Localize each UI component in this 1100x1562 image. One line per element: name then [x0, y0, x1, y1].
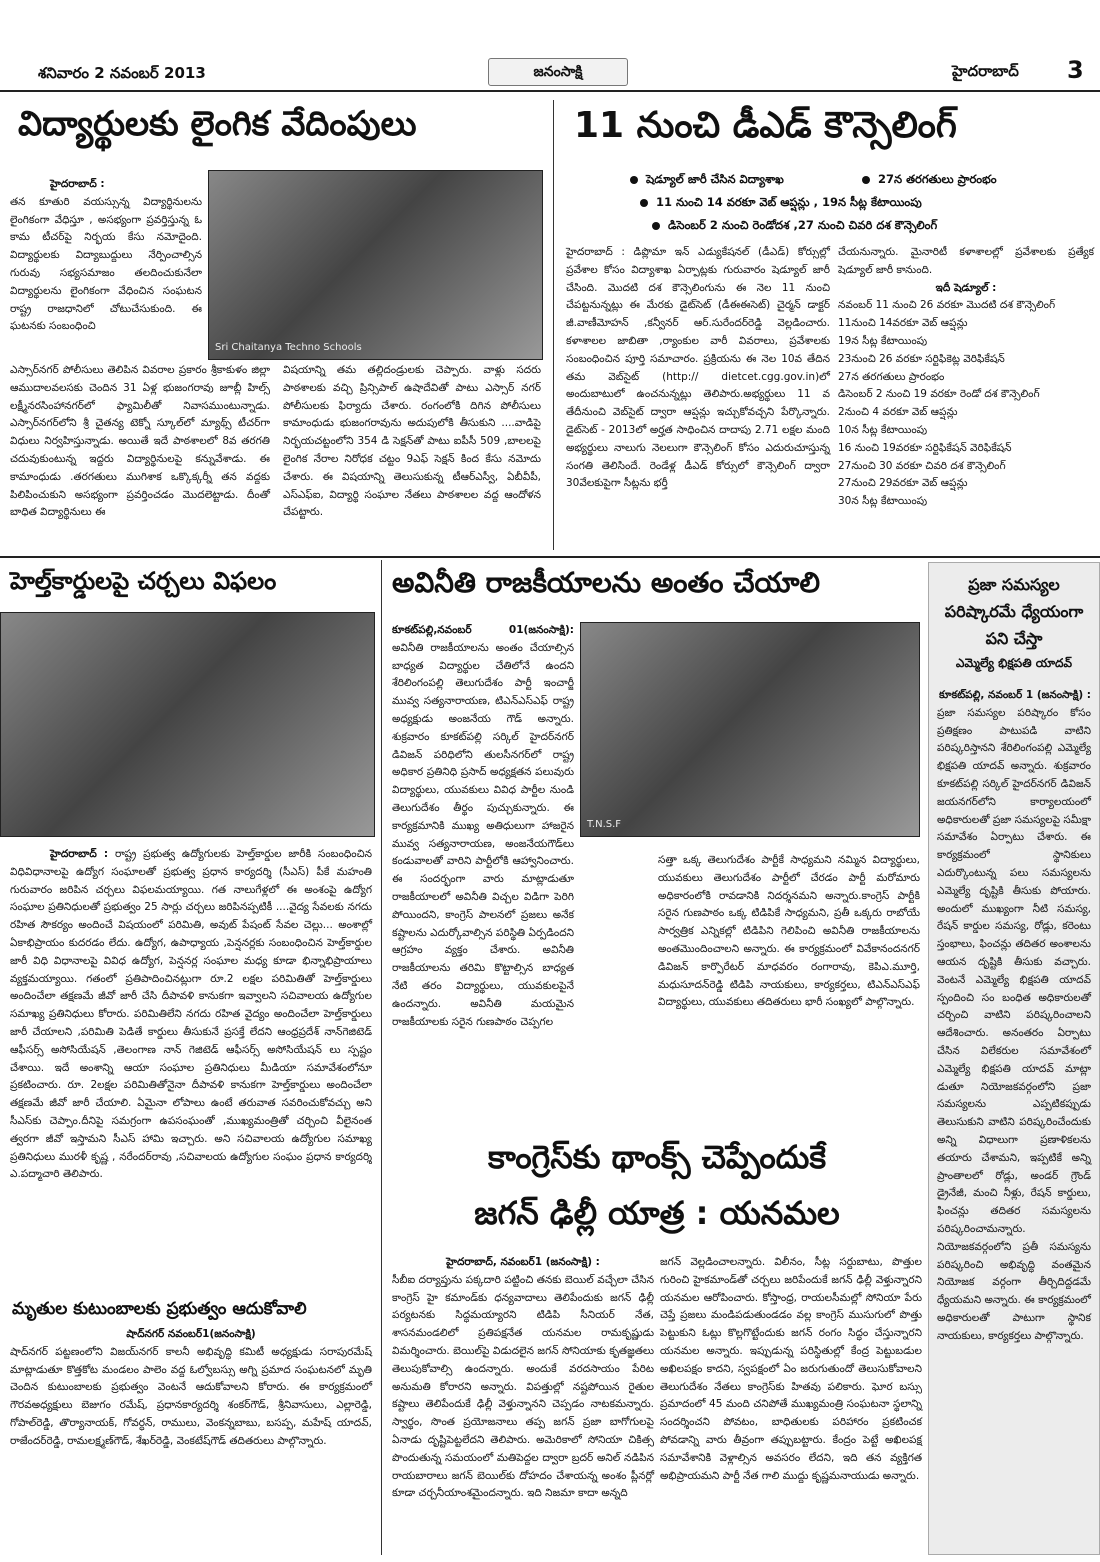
story6-headline-line1: కాంగ్రెస్‌కు థాంక్స్ చెప్పేందుకే: [487, 1138, 827, 1176]
story1-photo-caption: Sri Chaitanya Techno Schools: [215, 342, 362, 353]
column-divider: [381, 560, 382, 1555]
story7-body-text: ప్రజా సమస్యల పరిష్కారం కోసం ప్రతిక్షణం పాటుపడి వాటిని పరిష్కరిస్తానని శేరిలింగంపల్లి ఎమ్మెల్యే భిక్షపతి యాదవ్ అన్నారు. శుక్రవారం కూకట్‌పల్లి సర్కిల్ హైదర్‌నగర్ డివిజన్ జయనగర్‌లోని కార్యాలయంలో అధికారులతో ప్రజా సమస్యలపై సమీక్షా సమావేశం ఏర్పాటు చేశారు. ఈ కార్యక్రమంలో స్థానికులు ఎదుర్కొంటున్న పలు సమస్యలను ఎమ్మెల్యే దృష్టికి తీసుకు పోయారు. అందులో ముఖ్యంగా నీటి సమస్య, రేషన్ కార్డుల సమస్య, రోడ్లు, కరెంటు స్తంభాలు, ఫించన్లు తదితర అంశాలను ఆయన దృష్టికి తీసుకు వచ్చారు. వెంటనే ఎమ్మెల్యే భిక్షపతి యాదవ్ స్పందించి సం బంధిత అధికారులతో చర్చించి వాటిని పరిష్కరించాలని ఆదేశించారు. అనంతరం ఏర్పాటు చేసిన విలేకరుల సమావేశంలో ఎమ్మెల్యే భిక్షపతి యాదవ్ మాట్లా డుతూ నియోజకవర్గంలోని ప్రజా సమస్యలను ఎప్పటికప్పుడు తెలుసుకుని వాటిని పరిష్కరించేందుకు అన్ని విధాలుగా ప్రణాళికలను తయారు చేశామని, ఇప్పటికే అన్ని ప్రాంతాలలో రోడ్లు, అండర్ గ్రౌండ్ డ్రైనేజీ, మంచి నీళ్లు, రేషన్ కార్డులు, ఫించన్లు తదితర సమస్యలను పరిష్కరించామన్నారు. నియోజకవర్గంలోని ప్రతీ సమస్యను పరిష్కరించి అభివృద్ధి వంతమైన నియోజక వర్గంగా తీర్చిదిద్దడమే ధ్యేయమని అన్నారు. ఈ కార్యక్రమంలో అధికారులతో పాటుగా స్థానిక నాయకులు, కార్యకర్తలు పాల్గొన్నారు.: [937, 706, 1091, 1342]
schedule-item: 11నుంచి 14వరకూ వెబ్ ఆప్షన్లు: [838, 317, 968, 330]
schedule-item: 19న సీట్ల కేటాయింపు: [838, 334, 928, 347]
story4-dateline: షాద్‌నగర్ నవంబర్1(జనంసాక్షి): [126, 1328, 256, 1340]
story6-col1: [392, 1254, 654, 1550]
story6-col1-text: సీబీఐ దర్యాప్తును పక్కదారి పట్టించి తనకు బెయిల్ వచ్చేలా చేసిన కాంగ్రెస్ హై కమాండ్‌కు ధన్యవాదాలు తెలిపేందుకు జగన్ ఢిల్లీ పర్యటనకు సిద్ధమయ్యారని టిడిపి సీనియర్ నేత, శాసనమండలిలో ప్రతిపక్షనేత యనమల రామకృష్ణుడు విమర్శించారు. బెయిల్‌పై విడుదలైన జగన్ సోనియాకు కృతజ్ఞతలు తెలుపుకోవాల్సి ఉందన్నారు. అందుకే వరదసాయం పేరిట అనుమతి కోరారని అన్నారు. విపత్తుల్లో నష్టపోయిన రైతుల కష్టాలు తెలిపేందుకే ఢిల్లీ వెళ్తున్నానని చెప్పడం నాటకమన్నారు. స్వార్థం, సొంత ప్రయోజనాలు తప్ప జగన్ ప్రజా బాగోగులపై ఏనాడు దృష్టిపెట్టలేదని తెలిపారు. అమెరికాలో సోనియా చికిత్స పొందుతున్న సమయంలో మతిపెద్దల ద్వారా బ్రదర్ అనిల్ నడిపిన రాయబారాలు జగన్ బెయిల్‌కు దోహదం చేశాయన్న అంశం ప్లీనర్లో కూడా చర్చనీయాంశమైందన్నారు. ఇది నిజమా కాదా అన్నది: [392, 1273, 654, 1500]
story5-col1: [392, 622, 574, 1028]
schedule-title: ఇదీ షెడ్యూల్ :: [935, 281, 997, 294]
schedule-item: డిసెంబర్ 2 నుంచి 19 వరకూ రెండో దశ కౌన్సెలింగ్: [838, 388, 1040, 401]
story5-photo-caption: T.N.S.F: [587, 819, 622, 830]
story6-dateline: హైదరాబాద్, నవంబర్1 (జనంసాక్షి) :: [446, 1256, 600, 1268]
schedule-item: 27నుంచి 29వరకూ వెబ్ ఆప్షన్లు: [838, 477, 968, 490]
story2-headline: 11 నుంచి డీఎడ్ కౌన్సెలింగ్: [574, 105, 957, 146]
story7-headline: ప్రజా సమస్యల పరిష్కారమే ధ్యేయంగా పని చేస్తా: [944, 575, 1084, 648]
story1-col2: [10, 362, 270, 544]
story2-bullet: 27న తరగతులు ప్రారంభం: [862, 168, 997, 190]
story7-body: [929, 673, 1099, 1553]
schedule-item: 16 నుంచి 19వరకూ సర్టిఫికేషన్ వెరిఫికేషన్: [838, 441, 1012, 454]
schedule-item: 30న సీట్ల కేటాయింపు: [838, 495, 928, 508]
story5-col1-text: అవినీతి రాజకీయాలను అంతం చేయాల్సిన బాధ్యత విద్యార్థుల చేతిలోనే ఉందని శేరిలింగంపల్లి తెలుగుదేశం పార్టీ ఇంచార్జీ మువ్వ సత్యనారాయణ, టిఎన్ఎస్ఎఫ్ రాష్ట్ర అధ్యక్షుడు అంజనేయ గౌడ్ అన్నారు. శుక్రవారం కూకట్‌పల్లి సర్కిల్ హైదర్‌నగర్ డివిజన్ పరిధిలోని తులసీనగర్‌లో రాష్ట్ర అధికార ప్రతినిధి ప్రసాద్ అధ్యక్షతన పలువురు విద్యార్థులు, యువకులు వివిధ పార్టీల నుండి తెలుగుదేశం తీర్థం పుచ్చుకున్నారు. ఈ కార్యక్రమానికి ముఖ్య అతిధులుగా హాజరైన మువ్వ సత్యనారాయణ, అంజనేయగౌడ్‌లు కండువాలతో వారిని పార్టీలోకి ఆహ్వానించారు. ఈ సందర్భంగా వారు మాట్లాడుతూ రాజకీయాలలో అవినీతి విచ్చల విడిగా పెరిగి పోయిందని, కాంగ్రెస్ పాలనలో ప్రజలు అనేక కష్టాలను ఎదుర్కోవాల్సిన పరిస్థితి ఏర్పడిందని ఆగ్రహం వ్యక్తం చేశారు. అవినీతి రాజకీయాలను తరిమి కొట్టాల్సిన బాధ్యత నేటి తరం విద్యార్థులు, యువకులపైనే ఉందన్నారు. అవినీతి మయమైన రాజకీయాలకు సరైన గుణపాఠం చెప్పగల: [392, 641, 574, 1028]
story4-body: [10, 1326, 372, 1546]
story1-headline: విద్యార్థులకు లైంగిక వేదింపులు: [18, 104, 417, 144]
story1-dateline: హైదరాబాద్ :: [50, 178, 105, 190]
story4-body-text: షాద్‌నగర్ పట్టణంలోని విజయ్‌నగర్ కాలనీ అభివృద్ధి కమిటీ అధ్యక్షుడు సరాపురమేష్ మాట్లాడుతూ కొత్తకోట మండలం పాలెం వద్ద ఓల్వోబస్సు అగ్ని ప్రమాద సంఘటనలో మృతి చెందిన కుటుంబాలకు ప్రభుత్వం వెంటనే ఆదుకోవాలని కోరారు. ఈ కార్యక్రమంలో గౌరవఅధ్యక్షులు బెజుగం రమేష్, ప్రధానకార్యదర్శి శంకర్‌గౌడ్, శ్రీనివాసులు, ఎల్లారెడ్డి, గోపాల్‌రెడ్డి, తొర్యానాయక్, గోవర్ధన్, రాములు, వెంకన్నబాబు, బసప్ప, మహేష్ యాదవ్, రాజేందర్‌రెడ్డి, రామలక్ష్మణ్‌గౌడ్, శేఖర్‌రెడ్డి, వెంకటేష్‌గౌడ్ తదితరులు పాల్గొన్నారు.: [10, 1345, 372, 1447]
schedule-list: [838, 297, 1094, 511]
story2-bullet: 11 నుంచి 14 వరకూ వెబ్ ఆప్షన్లు , 19న సీట్ల కేటాయింపు: [640, 191, 922, 213]
story6-col2: [660, 1254, 922, 1550]
story3-photo: [0, 612, 375, 837]
newspaper-logo: జనంసాక్షి: [488, 58, 628, 86]
bullet-icon: [652, 222, 660, 230]
story2-col2-intro: చేయనున్నారు. మైనారిటీ కళాశాలల్లో ప్రవేశాలకు ప్రత్యేక షెడ్యూల్ జారీ కానుంది.: [838, 246, 1094, 276]
bullet-icon: [862, 176, 870, 184]
story4-headline: మృతుల కుటుంబాలకు ప్రభుత్వం ఆదుకోవాలి: [12, 1299, 307, 1319]
story2-bullet: డిసెంబర్ 2 నుంచి రెండోదశ ,27 నుంచి చివరి దశ కౌన్సెలింగ్: [652, 214, 937, 236]
story5-dateline: కూకట్‌పల్లి,నవంబర్ 01(జనంసాక్షి):: [392, 624, 574, 636]
story1-col1-text: తన కూతురి వయస్సున్న విద్యార్థినులను లైంగికంగా వేధిస్తూ , అసభ్యంగా ప్రవర్తిస్తున్న ఓ కామ టీచర్‌పై నిర్భయ కేసు నమోదైంది. విద్యార్థులకు విద్యాబుద్దులు నేర్పించాల్సిన గురువు సభ్యసమాజం తలదించుకునేలా విద్యార్థులను లైంగికంగా వేధించిన సంఘటన రాష్ట్ర రాజధానిలో చోటుచేసుకుంది. ఈ ఘటనకు సంబంధించి: [10, 195, 202, 333]
schedule-item: 10న సీట్ల కేటాయింపు: [838, 423, 928, 436]
story7-box: [928, 562, 1100, 1555]
schedule-item: 23నుంచి 26 వరకూ సర్టిఫికెట్ల వెరిఫికేషన్: [838, 352, 1005, 365]
schedule-item: 27న తరగతులు ప్రారంభం: [838, 370, 945, 383]
story1-col3: [283, 362, 541, 544]
bullet-icon: [640, 199, 648, 207]
schedule-item: 2నుంచి 4 వరకూ వెబ్ ఆప్షన్లు: [838, 406, 958, 419]
page-number: 3: [1067, 56, 1084, 84]
story3-body: [10, 846, 372, 1292]
story6-col2-text: జగన్ వెల్లడించాలన్నారు. విలీనం, సీట్ల సర్దుబాటు, పొత్తుల గురించి హైకమాండ్‌తో చర్చలు జరిపేందుకే జగన్ ఢిల్లీ వెళ్తున్నారని యనమల ఆరోపించారు. కోస్తాంధ్ర, రాయలసీమల్లో సోనియా పేరు చెప్తే ప్రజలు మండిపడుతుండడం వల్ల కాంగ్రెస్ ముసుగులో పొత్తు పెట్టుకుని ఓట్లు కొల్లగొట్టేందుకు జగన్ రంగం సిద్ధం చేస్తున్నారని యనమల అన్నారు. ఇప్పుడున్న పరిస్థితుల్లో కేంద్ర పెట్టుబడుల అఖిలపక్షం కాదని, స్వపక్షంలో ఏం జరుగుతుందో తెలుసుకోవాలని తెలుగుదేశం నేతలు కాంగ్రెస్‌కు హితవు పలికారు. ఘోర బస్సు ప్రమాదంలో 45 మంది చనిపోతే ముఖ్యమంత్రి సంఘటనా స్థలాన్ని సందర్శించని పోవటం, బాధితులకు పరిహారం ప్రకటించక పోవడాన్ని వారు తీవ్రంగా తప్పుబట్టారు. కేంద్రం పెట్టే అఖిలపక్ష సమావేశానికి వెళ్లాల్సిన అవసరం లేదని, ఇది తన వ్యక్తిగత అభిప్రాయమని పార్టీ నేత గాలి ముద్దు కృష్ణమనాయుడు అన్నారు.: [660, 1256, 922, 1482]
story2-bullet: షెడ్యూల్ జారీ చేసిన విద్యాశాఖ: [630, 168, 784, 190]
bullet-icon: [630, 176, 638, 184]
masthead: [0, 52, 1100, 92]
story5-col2: [658, 852, 920, 1132]
story6-headline-line2: జగన్ ఢిల్లీ యాత్ర : యనమల: [474, 1194, 840, 1232]
story1-col3-text: విషయాన్ని తమ తల్లిదండ్రులకు చెప్పారు. వాళ్లు సదరు పాఠశాలకు వచ్చి ప్రిన్సిపాల్ ఉషాదేవితో పాటు ఎస్సార్ నగర్ పోలీసులకు ఫిర్యాదు చేశారు. రంగంలోకి దిగిన పోలీసులు కామాంధుడు భుజంగరావును అదుపులోకి తీసుకుని ....వాడిపై నిర్భయచట్టంలోని 354 డి సెక్షన్‌తో పాటు ఐపీసీ 509 ,బాలలపై లైంగిక నేరాల నిరోధక చట్టం 9ఎఫ్ సెక్షన్ కింద కేసు నమోదు చేశారు. ఈ విషయాన్ని తెలుసుకున్న టీఆర్ఎస్వీ, ఏబీవీపీ, ఎస్ఎఫ్ఐ, విద్యార్థి సంఘాల నేతలు పాఠశాలల వద్ద ఆందోళన చేపట్టారు.: [283, 364, 541, 519]
section-rule: [0, 556, 1100, 558]
story7-subhead: ఎమ్మెల్యే భిక్షపతి యాదవ్: [955, 656, 1073, 670]
edition-city: హైదరాబాద్: [952, 62, 1019, 80]
story7-dateline: కూకట్‌పల్లి, నవంబర్ 1 (జనంసాక్షి) :: [939, 689, 1091, 701]
schedule-item: నవంబర్ 11 నుంచి 26 వరకూ మొదటి దశ కౌన్సెలింగ్: [838, 299, 1056, 312]
story5-headline: అవినీతి రాజకీయాలను అంతం చేయాలి: [392, 566, 820, 599]
story2-col1: [566, 244, 830, 544]
issue-date: శనివారం 2 నవంబర్ 2013: [38, 64, 206, 82]
story1-col2-text: ఎస్సార్‌నగర్ పోలీసులు తెలిపిన వివరాల ప్రకారం శ్రీకాకుళం జిల్లా ఆముదాలవలసకు చెందిన 31 ఏళ్ల భుజంగరావు జూబ్లీ హిల్స్ లక్ష్మీనరసింహానగర్‌లో ఫ్యామిలీతో నివాసముంటున్నాడు. ఎస్సార్‌నగర్‌లోని శ్రీ చైతన్య టెక్నో స్కూల్‌లో మ్యాథ్స్ టీచర్‌గా విధులు నిర్వహిస్తున్నాడు. అయితే ఇదే పాఠశాలలో 8వ తరగతి చదువుకుంటున్న ఇద్దరు విద్యార్థినులపై కన్నువేశాడు. ఈ కామాంధుడు .తరగతులు ముగిశాక ఒక్కొక్కర్నీ తన వద్దకు పిలిపించుకుని అసభ్యంగా ప్రవర్తించడం మొదలెట్టాడు. దీంతో బాధిత విద్యార్థినులు ఈ: [10, 364, 270, 519]
story3-headline: హెల్త్‌కార్డులపై చర్చలు విఫలం: [10, 567, 277, 595]
story2-col1-text: హైదరాబాద్ : డిప్లొమా ఇన్ ఎడ్యుకేషనల్ (డీఎడ్) కోర్సుల్లో ప్రవేశాల కోసం విద్యాశాఖ ఏర్పాట్లకు గురువారం షెడ్యూల్ జారీ చేసింది. మొదటి దశ కౌన్సెలింగును ఈ నెల 11 నుంచి చేపట్టనున్నట్లు ఈ మేరకు డైట్‌సెట్ (డీఈఈసెట్) చైర్మన్ డాక్టర్ జీ.వాణీమోహన్ ,కన్వీనర్ ఆర్.సురేందర్‌రెడ్డి వెల్లడించారు. కళాశాలల జాబితా ,ర్యాంకుల వారీ వివరాలు, ప్రవేశాలకు సంబంధించిన పూర్తి సమాచారం. ప్రక్రియను ఈ నెల 10వ తేదిన తమ వెబ్‌సైట్ (http:// dietcet.cgg.gov.in)లో అందుబాటులో ఉంచనున్నట్లు తెలిపారు.అభ్యర్థులు 11 వ తేదీనుంచి వెబ్‌సైట్ ద్వారా ఆప్షన్లు ఇచ్చుకోవచ్చని పేర్కొన్నారు. డైట్‌సెట్ - 2013లో అర్హత సాధించిన దాదాపు 2.71 లక్షల మంది అభ్యర్థులు నాలుగు నెలలుగా కౌన్సెలింగ్ కోసం ఎదురుచూస్తున్న సంగతి తెలిసిందే. రెండేళ్ల డీఎడ్ కోర్సులో కౌన్సెలింగ్ ద్వారా 30వేలకుపైగా సీట్లను భర్తీ: [566, 246, 830, 490]
schedule-item: 27నుంచి 30 వరకూ చివరి దశ కౌన్సెలింగ్: [838, 459, 1006, 472]
story2-col2: [838, 244, 1094, 544]
story3-dateline: హైదరాబాద్ :: [50, 848, 109, 860]
story5-col2-text: సత్తా ఒక్క తెలుగుదేశం పార్టీకే సాధ్యమని నమ్మిన విద్యార్థులు, యువకులు తెలుగుదేశం పార్టీలో చేరడం పార్టీ మరోమారు అధికారంలోకి రావడానికి నిదర్శనమని అన్నారు.కాంగ్రెస్ పార్టీకి సరైన గుణపాఠం ఒక్క టిడిపికే సాధ్యమని, ప్రతీ ఒక్కరు రాబోయే సార్వత్రిక ఎన్నికల్లో టిడిపిని గెలిపించి అవినీతి రాజకీయాలను అంతమొందించాలని అన్నారు. ఈ కార్యక్రమంలో వివేకానందనగర్ డివిజన్ కార్పొరేటర్ మాధవరం రంగారావు, కెపిఎ.మూర్తి, మధుసూదన్‌రెడ్డి టిడిపి నాయకులు, కార్యకర్తలు, టిఎన్ఎస్ఎఫ్ విద్యార్థులు, యువకులు తదితరులు భారీ సంఖ్యలో పాల్గొన్నారు.: [658, 854, 920, 1009]
story3-body-text: రాష్ట్ర ప్రభుత్వ ఉద్యోగులకు హెల్త్‌కార్డుల జారీకి సంబంధించిన విధివిధానాలపై ఉద్యోగ సంఘాలతో ప్రభుత్వ ప్రధాన కార్యదర్శి (సీఎస్) పీకే మహంతి గురువారం జరిపిన చర్చలు విఫలమయ్యాయి. గత నాలుగేళ్లలో ఈ అంశంపై ఉద్యోగ సంఘాల ప్రతినిధులతో ప్రభుత్వం 25 సార్లు చర్చలు జరిపినప్పటికీ ....వైద్య సేవలకు నగదు రహిత సౌకర్యం అందించే విషయంలో పరిమితి, అవుట్ పేషంట్ సేవల చెల్లు... అంశాల్లో ఏకాభిప్రాయం కుదరడం లేదు. ఉద్యోగ, ఉపాధ్యాయ ,పెన్షనర్లకు సంబంధించిన హెల్త్‌కార్డుల జారీ విధి విధానాలపై వివిధ ఉద్యోగ, పెన్షనర్ల సంఘాల మధ్య కూడా భిన్నాభిప్రాయాలు వ్యక్తమయ్యాయి. గతంలో ప్రతిపాదించినట్లుగా రూ.2 లక్షల పరిమితితో హెల్త్‌కార్డులు అందించేలా తక్షణమే జీవో జారీ చేసి దీపావళి కానుకగా ఇవ్వాలని సచివాలయ ఉద్యోగుల సమాఖ్య ప్రతినిధులు కోరారు. పరిమితిలేని నగదు రహిత వైద్యం అందించేలా హెల్త్‌కార్డులు జారీ చేయాలని ,పరిమితి పెడితే కార్డులు తీసుకునే ప్రసక్తే లేదని ఆంధ్రప్రదేశ్ నాన్‌గెజిటెడ్ ఆఫీసర్స్ అసోసియేషన్ ,తెలంగాణ నాన్ గెజిటెడ్ ఆఫీసర్స్ అసోసియేషన్ లు స్పష్టం చేశాయి. ఇదే అంశాన్ని ఆయా సంఘాల ప్రతినిధులు మీడియా సమావేశంలోనూ ప్రకటించారు. రూ. 2లక్షల పరిమితితోనైనా దీపావళి కానుకగా హెల్త్‌కార్డులు అందించేలా తక్షణమే జీవో జారీ చేయాలి. ఏమైనా లోపాలు ఉంటే తరువాత సవరించుకోవచ్చు అని సీఎస్‌కు చెప్పాం.దీనిపై సమగ్రంగా ఉపసంఘంతో ,ముఖ్యమంత్రితో చర్చించి వీలైనంత త్వరగా జీవో ఇస్తామని సీఎస్ హామి ఇచ్చారు. అని సచివాలయ ఉద్యోగుల సమాఖ్య ప్రతినిధులు మురళీ కృష్ణ , నరేందర్‌రావు ,సచివాలయ ఉద్యోగుల సంఘం ప్రధాన కార్యదర్శి ఎ.పద్మాచారి తెలిపారు.: [10, 848, 372, 1181]
story5-photo: [580, 622, 920, 837]
